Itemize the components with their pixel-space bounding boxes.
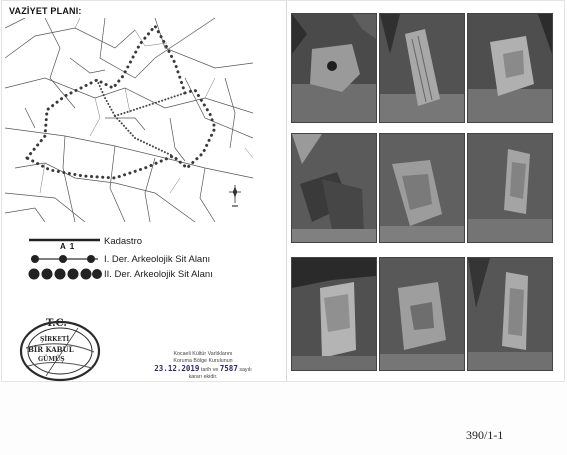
site-photo-4: [291, 133, 377, 243]
legend-item-degree-1: [27, 252, 210, 266]
legend-label: Kadastro: [104, 235, 143, 247]
site-photo-5: [379, 133, 465, 243]
legend-item-kadastro: [27, 234, 142, 248]
site-photo-2: [379, 13, 465, 123]
site-plan-map: [5, 18, 253, 222]
approval-suffix: sayılı: [239, 367, 252, 373]
stamp-line: ŞİRKETİ: [40, 336, 70, 343]
stamp-line: GÜMÜŞ: [38, 356, 65, 363]
approval-line-1: Kocaeli Kültür Varlıklarını: [173, 351, 233, 357]
north-arrow-icon: [227, 183, 243, 209]
large-dot-line-symbol-icon: [27, 266, 102, 282]
page-title: VAZİYET PLANI:: [9, 6, 82, 16]
site-photo-6: [467, 133, 553, 243]
site-photo-1: [291, 13, 377, 123]
stamp-top-text: T.C.: [46, 318, 67, 329]
site-photo-7: [291, 257, 377, 371]
small-dot-line-symbol-icon: [27, 252, 102, 266]
site-photo-8: [379, 257, 465, 371]
approval-line-2: Koruma Bölge Kurulunun: [173, 358, 233, 364]
stamp-line: BİR KABUL: [28, 345, 74, 354]
legend-code: A 1: [60, 242, 76, 251]
page-number: 390/1-1: [466, 428, 504, 442]
legend-item-degree-2: [27, 267, 213, 281]
legend-label: II. Der. Arkeolojik Sit Alanı: [104, 268, 213, 280]
document-sheet: [2, 1, 564, 381]
approval-note: [134, 351, 272, 381]
approval-line-4: kararı ekidir.: [188, 374, 218, 380]
approval-line-3: [134, 365, 272, 374]
site-photo-9: [467, 257, 553, 371]
approval-number: 7587: [219, 364, 238, 373]
approval-date: 23.12.2019: [154, 364, 200, 373]
site-photo-3: [467, 13, 553, 123]
cadastral-map: [5, 18, 253, 222]
approval-middle: tarih ve: [200, 367, 219, 373]
photo-grid: [291, 13, 553, 370]
page-divider: [286, 1, 287, 381]
legend-label: I. Der. Arkeolojik Sit Alanı: [104, 253, 211, 265]
official-stamp: [16, 318, 104, 384]
